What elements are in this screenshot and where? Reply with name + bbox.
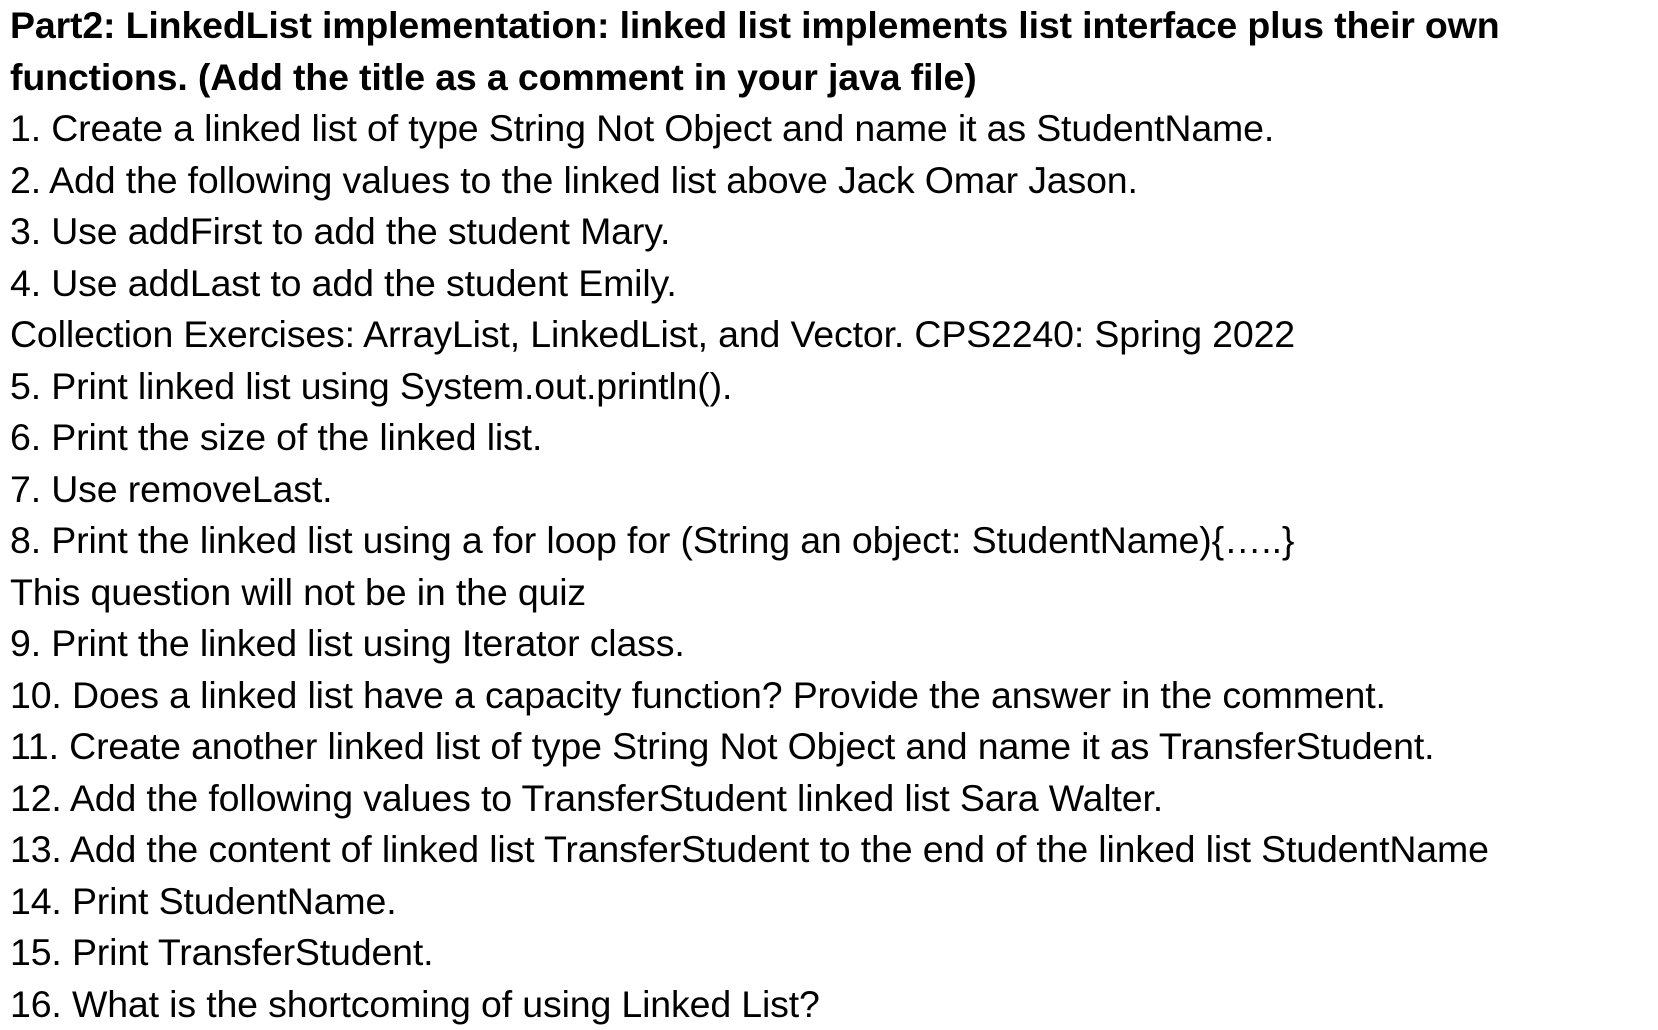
instruction-10: 10. Does a linked list have a capacity function? Provide the answer in the comment. xyxy=(10,673,1386,716)
instruction-2: 2. Add the following values to the linked list above Jack Omar Jason. xyxy=(10,158,1138,201)
instruction-15: 15. Print TransferStudent. xyxy=(10,931,434,973)
instruction-11: 11. Create another linked list of type String Not Object and name it as TransferStudent. xyxy=(10,725,1435,767)
title-line-1: Part2: LinkedList implementation: linked list implements list interface plus their own xyxy=(10,4,1500,46)
instruction-13: 13. Add the content of linked list TransferStudent to the end of the linked list StudentName xyxy=(10,828,1489,870)
instruction-9: 9. Print the linked list using Iterator class. xyxy=(10,622,685,664)
instruction-16: 16. What is the shortcoming of using Linked List? xyxy=(10,982,820,1025)
instruction-8: 8. Print the linked list using a for loop for (String an object: StudentName){…..} xyxy=(10,519,1295,561)
course-header-line: Collection Exercises: ArrayList, LinkedList, and Vector. CPS2240: Spring 2022 xyxy=(10,313,1296,355)
instruction-14: 14. Print StudentName. xyxy=(10,879,397,922)
instruction-7: 7. Use removeLast. xyxy=(10,467,333,510)
instruction-12: 12. Add the following values to TransferStudent linked list Sara Walter. xyxy=(10,776,1164,819)
instruction-4: 4. Use addLast to add the student Emily. xyxy=(10,261,677,304)
document xyxy=(10,0,1650,1030)
instruction-1: 1. Create a linked list of type String Not Object and name it as StudentName. xyxy=(10,107,1275,149)
instruction-5: 5. Print linked list using System.out.println(). xyxy=(10,364,733,407)
instruction-3: 3. Use addFirst to add the student Mary. xyxy=(10,210,671,252)
quiz-note: This question will not be in the quiz xyxy=(10,570,587,613)
instruction-6: 6. Print the size of the linked list. xyxy=(10,416,543,458)
title-line-2: functions. (Add the title as a comment in your java file) xyxy=(10,55,977,98)
